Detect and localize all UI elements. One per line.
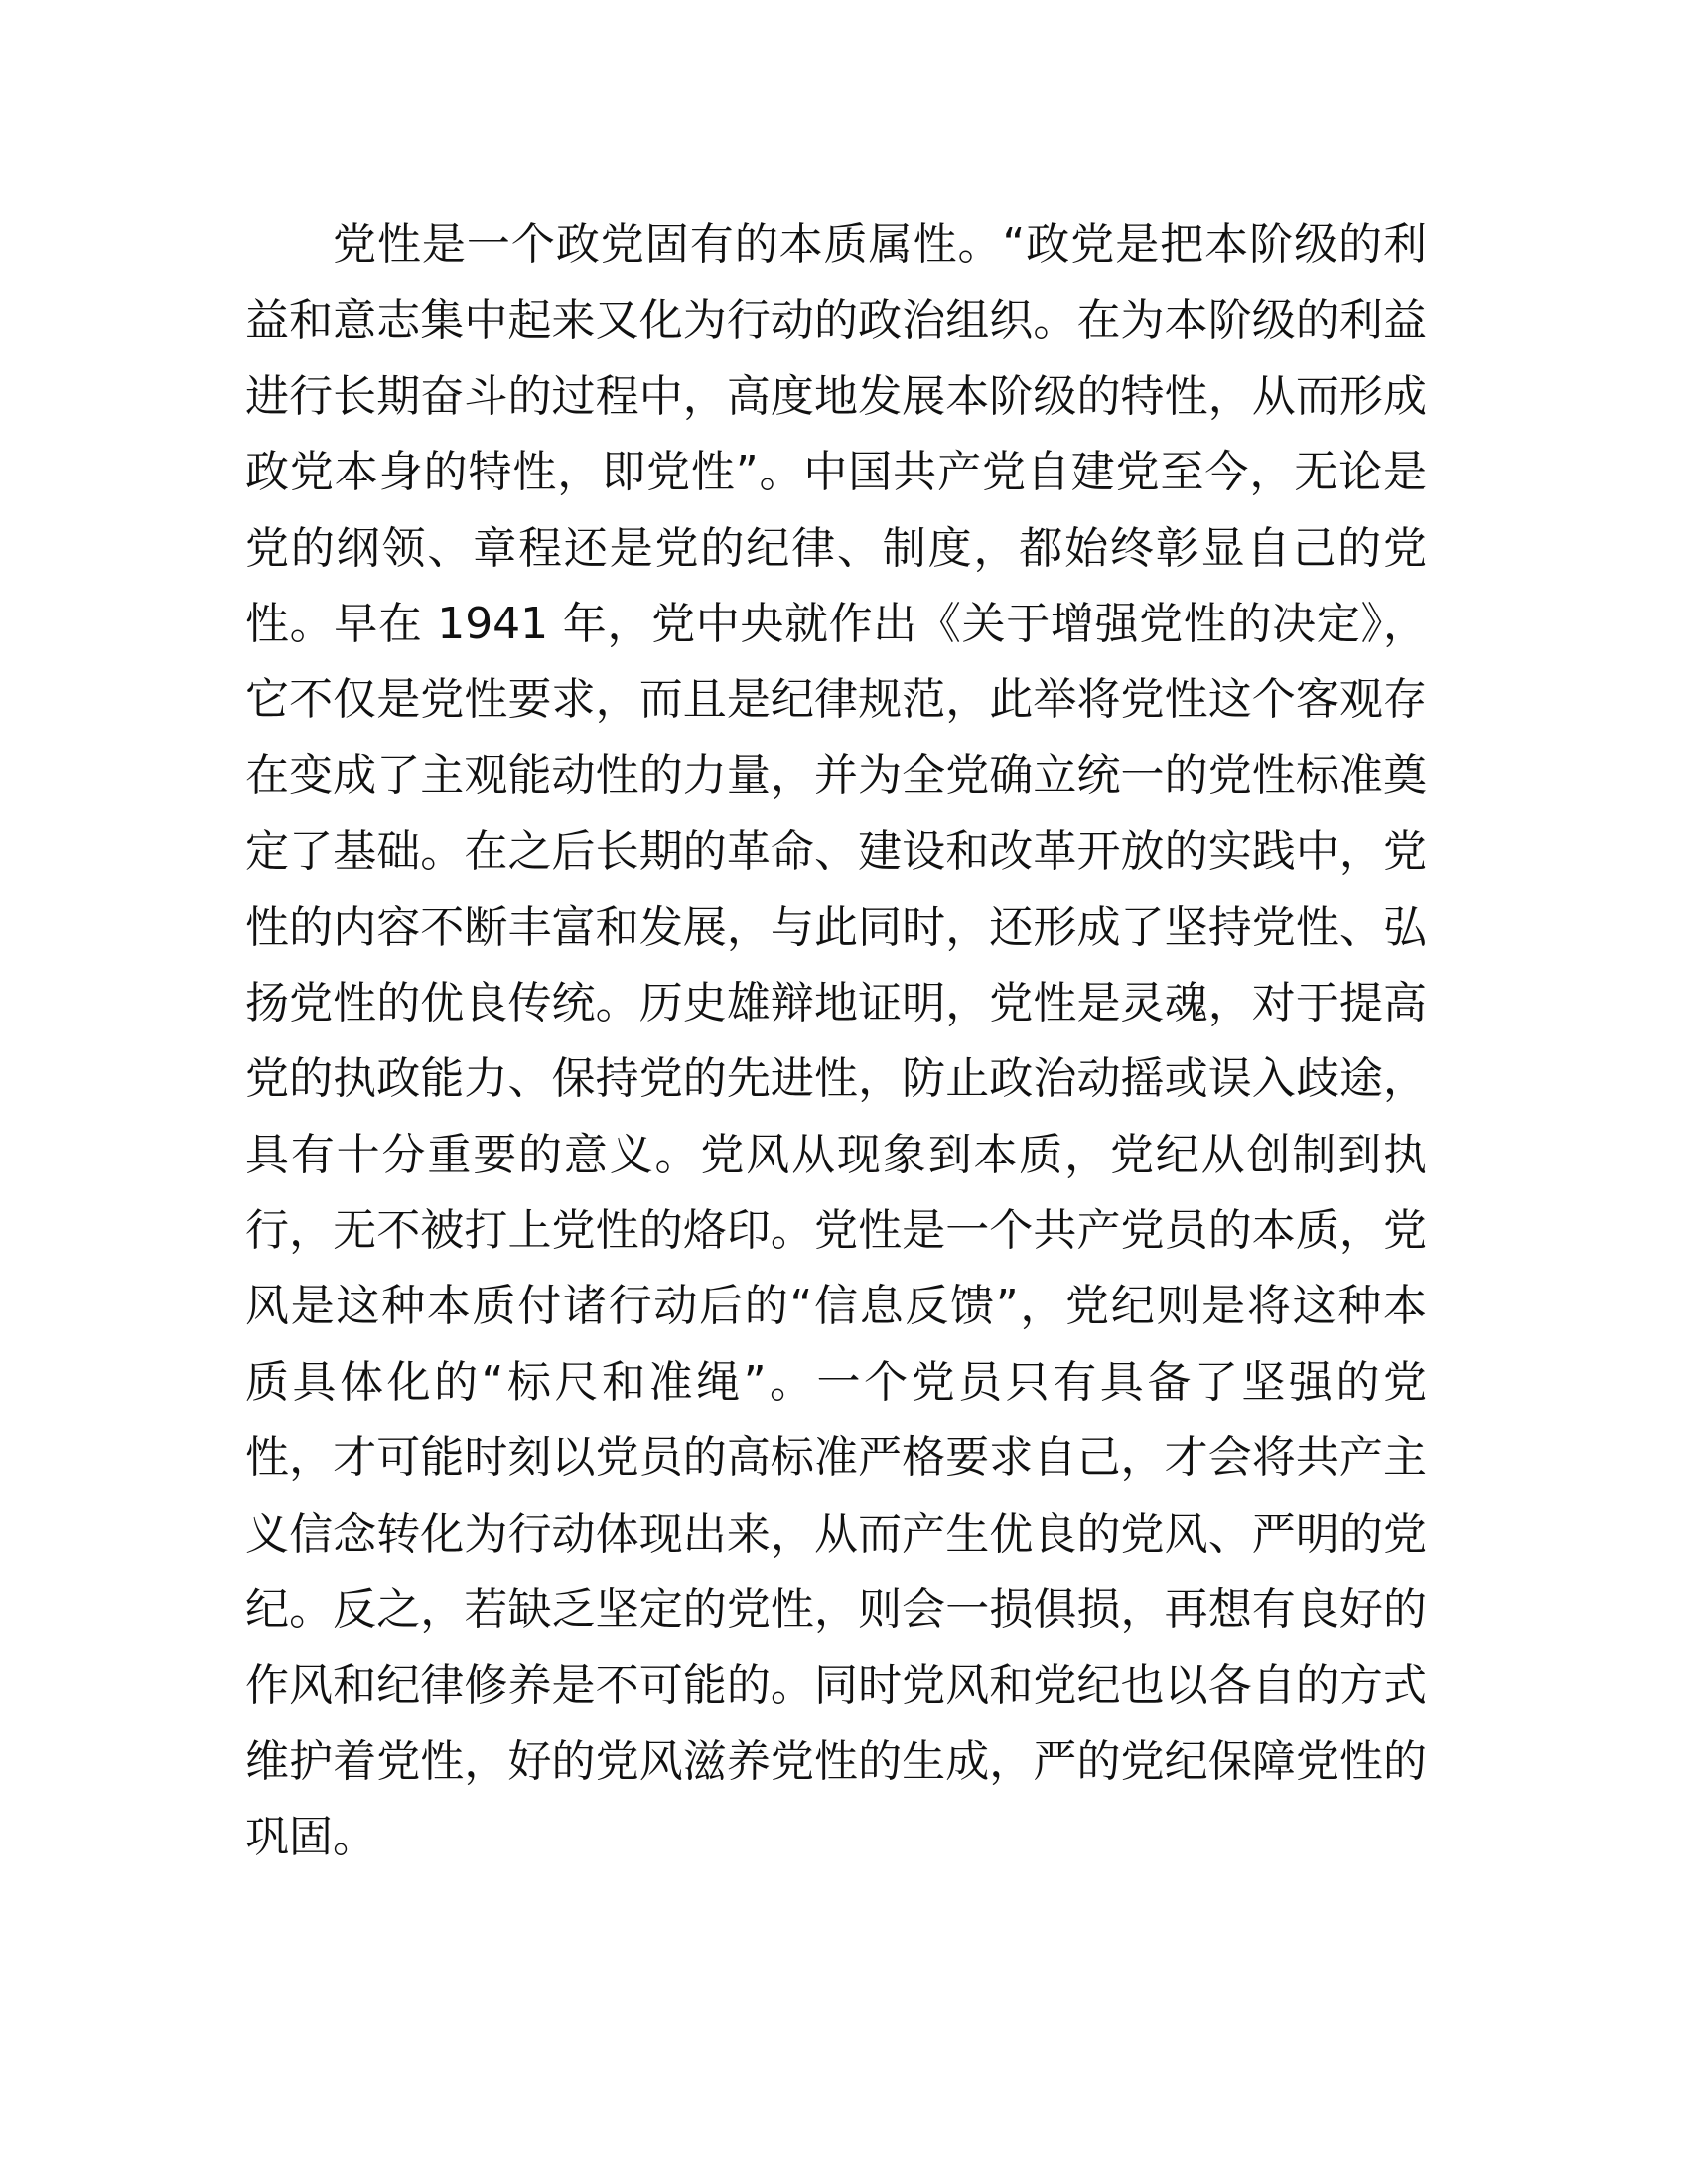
paragraph-line: 风是这种本质付诸行动后的“信息反馈”，党纪则是将这种本: [245, 1281, 1427, 1332]
paragraph-line: 行，无不被打上党性的烙印。党性是一个共产党员的本质，党: [245, 1205, 1427, 1257]
paragraph-line: 性的内容不断丰富和发展，与此同时，还形成了坚持党性、弘: [245, 901, 1427, 953]
document-page: [245, 207, 1427, 1876]
paragraph-line: 巩固。: [245, 1812, 376, 1863]
paragraph-line: 定了基础。在之后长期的革命、建设和改革开放的实践中，党: [245, 826, 1427, 878]
paragraph-line: 政党本身的特性，即党性”。中国共产党自建党至今，无论是: [245, 447, 1427, 498]
paragraph-line: 具有十分重要的意义。党风从现象到本质，党纪从创制到执: [245, 1129, 1427, 1180]
paragraph-line: 性，才可能时刻以党员的高标准严格要求自己，才会将共产主: [245, 1433, 1427, 1484]
paragraph-line: 益和意志集中起来又化为行动的政治组织。在为本阶级的利益: [245, 295, 1427, 346]
paragraph-line: 义信念转化为行动体现出来，从而产生优良的党风、严明的党: [245, 1508, 1427, 1560]
paragraph-line: 党性是一个政党固有的本质属性。“政党是把本阶级的利: [333, 219, 1427, 270]
paragraph-line: 维护着党性，好的党风滋养党性的生成，严的党纪保障党性的: [245, 1735, 1427, 1787]
paragraph-line: 扬党性的优良传统。历史雄辩地证明，党性是灵魂，对于提高: [245, 977, 1427, 1028]
paragraph-line: 纪。反之，若缺乏坚定的党性，则会一损俱损，再想有良好的: [245, 1584, 1427, 1636]
paragraph-line: 进行长期奋斗的过程中，高度地发展本阶级的特性，从而形成: [245, 370, 1427, 422]
paragraph-line: 它不仅是党性要求，而且是纪律规范，此举将党性这个客观存: [245, 674, 1427, 726]
paragraph-line: 质具体化的“标尺和准绳”。一个党员只有具备了坚强的党: [245, 1356, 1427, 1408]
paragraph-line: 党的执政能力、保持党的先进性，防止政治动摇或误入歧途，: [245, 1053, 1427, 1105]
paragraph-line: 作风和纪律修养是不可能的。同时党风和党纪也以各自的方式: [245, 1660, 1427, 1711]
body-paragraph: [245, 207, 1427, 1876]
paragraph-line: 在变成了主观能动性的力量，并为全党确立统一的党性标准奠: [245, 750, 1427, 801]
paragraph-line: 党的纲领、章程还是党的纪律、制度，都始终彰显自己的党: [245, 522, 1427, 574]
paragraph-line: 性。早在 1941 年，党中央就作出《关于增强党性的决定》，: [245, 598, 1427, 649]
